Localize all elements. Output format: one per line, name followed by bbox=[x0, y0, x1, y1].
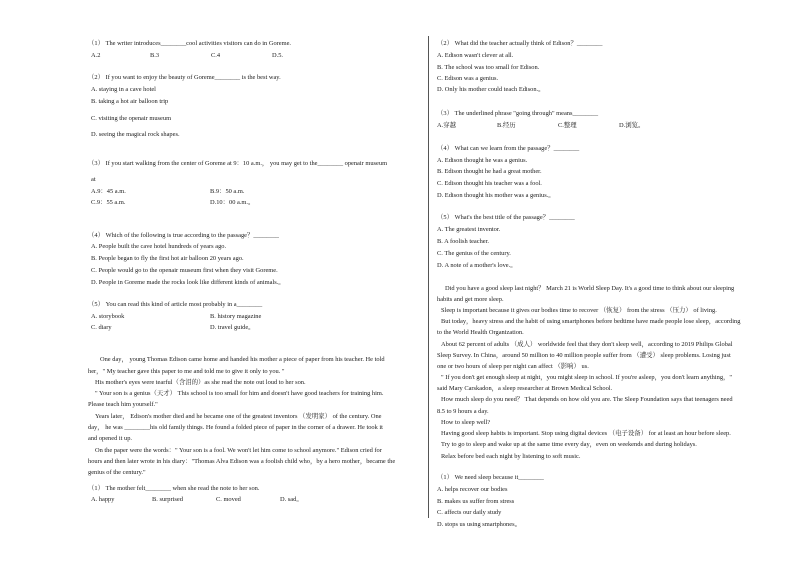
passage-line: 8.5 to 9 hours a day. bbox=[437, 408, 489, 415]
option-c: C.9：55 a.m. bbox=[91, 199, 126, 206]
option-a: A. happy bbox=[91, 496, 115, 503]
passage-line: day， he was ________his old family things. He found a folded piece of paper in the corner of a drawer. He took it bbox=[88, 424, 383, 431]
option-b: B. makes us suffer from stress bbox=[437, 498, 515, 505]
option-b: B. taking a hot air balloon trip bbox=[91, 98, 169, 105]
option-d: D. Edison thought his mother was a genius.。 bbox=[437, 192, 555, 199]
option-b: B. Edison thought he had a great mother. bbox=[437, 168, 542, 175]
option-d: D.浏览。 bbox=[619, 122, 645, 129]
option-a: A. Edison thought he was a genius. bbox=[437, 157, 528, 164]
option-c: C. visiting the openair museum bbox=[91, 115, 172, 122]
option-a: A. storybook bbox=[91, 313, 125, 320]
question-stem: （5） You can read this kind of article most probably in a________ bbox=[88, 301, 263, 308]
passage-line: Sleep Survey. In China，around 50 million to 40 million people suffer from （遭受） sleep problems. Losing just bbox=[437, 352, 731, 359]
option-a: A.2 bbox=[91, 52, 101, 59]
question-stem: （1） The writer introduces________cool activities visitors can do in Goreme. bbox=[88, 40, 292, 47]
column-divider bbox=[428, 36, 429, 518]
passage-line: " Your son is a genius（天才） This school is too small for him and doesn't have good teachers for training him. bbox=[95, 390, 384, 397]
option-d: D. People in Goreme made the rocks look like different kinds of animals.。 bbox=[91, 279, 285, 286]
passage-line: Sleep is important because it gives our bodies time to recover （恢复） from the stress （压力） of living. bbox=[441, 307, 717, 314]
passage-line: But today，heavy stress and the habit of using smartphones before bedtime have made people lose sleep，according bbox=[441, 318, 741, 325]
option-d: D. A note of a mother's love.。 bbox=[437, 262, 517, 269]
option-c: C.整理 bbox=[558, 122, 577, 129]
passage-line: " If you don't get enough sleep at night，you might sleep in school. If you're asleep，you don't learn anything，" bbox=[441, 374, 733, 381]
question-stem: （2） If you want to enjoy the beauty of Goreme________ is the best way. bbox=[88, 74, 281, 81]
option-a: A.9：45 a.m. bbox=[91, 188, 126, 195]
option-c: C. People would go to the openair museum first when they visit Goreme. bbox=[91, 267, 278, 274]
question-stem: （2） What did the teacher actually think of Edison？________ bbox=[437, 40, 603, 47]
option-b: B.3 bbox=[150, 52, 160, 59]
option-d: D. travel guide。 bbox=[210, 324, 255, 331]
passage-line: Did you have a good sleep last night？ March 21 is World Sleep Day. It's a good time to think about our sleeping bbox=[445, 285, 735, 292]
question-stem: （3） If you start walking from the center of Goreme at 9：10 a.m.， you may get to the________ openair museum bbox=[88, 160, 388, 167]
passage-line: His mother's eyes were tearful（含泪的）as she read the note out loud to her son. bbox=[95, 379, 306, 386]
passage-line: Relax before bed each night by listening to soft music. bbox=[441, 453, 581, 460]
passage-line: her，" My teacher gave this paper to me and told me to give it only to you. " bbox=[88, 368, 285, 375]
question-stem: （4） What can we learn from the passage？________ bbox=[437, 145, 580, 152]
passage-line: habits and get more sleep. bbox=[437, 296, 504, 303]
option-d: D. stops us using smartphones。 bbox=[437, 521, 521, 528]
passage-line: About 62 percent of adults （成人） worldwide feel that they don't sleep well，according to 2019 Philips Global bbox=[441, 341, 733, 348]
option-b: B. history magazine bbox=[210, 313, 262, 320]
option-d: D. Only his mother could teach Edison.。 bbox=[437, 86, 545, 93]
question-stem: （1） The mother felt________ when she read the note to her son. bbox=[88, 485, 260, 492]
option-c: C. diary bbox=[91, 324, 112, 331]
passage-line: One day， young Thomas Edison came home and handed his mother a piece of paper from his teacher. He told bbox=[100, 356, 385, 363]
question-stem-continued: at bbox=[91, 176, 96, 183]
passage-line: Having good sleep habits is important. Stop using digital devices （电子设备） for at least an hour before sleep. bbox=[441, 430, 731, 437]
passage-line: How much sleep do you need？ That depends on how old you are. The Sleep Foundation says that teenagers need bbox=[441, 396, 733, 403]
passage-line: to the World Health Organization. bbox=[437, 329, 524, 336]
passage-line: one or two hours of sleep per night can affect （影响） us. bbox=[437, 363, 589, 370]
option-b: B.9：50 a.m. bbox=[210, 188, 245, 195]
option-d: D.10：00 a.m.。 bbox=[210, 199, 255, 206]
option-b: B. surprised bbox=[152, 496, 183, 503]
question-stem: （5） What's the best title of the passage？________ bbox=[437, 214, 575, 221]
option-c: C. Edison was a genius. bbox=[437, 75, 499, 82]
passage-line: Years later， Edison's mother died and he became one of the greatest inventors （发明家） of the century. One bbox=[95, 413, 382, 420]
option-a: A. staying in a cave hotel bbox=[91, 86, 156, 93]
passage-line: Try to go to sleep and wake up at the same time every day，even on weekends and during holidays. bbox=[441, 441, 697, 448]
question-stem: （1） We need sleep because it________ bbox=[437, 474, 544, 481]
passage-line: On the paper were the words：" Your son is a fool. We won't let him come to school anymore." Edison cried for bbox=[95, 447, 382, 454]
passage-line: How to sleep well? bbox=[441, 419, 491, 426]
option-a: A.穿越 bbox=[437, 122, 456, 129]
option-a: A. helps recover our bodies bbox=[437, 486, 508, 493]
option-c: C. Edison thought his teacher was a fool. bbox=[437, 180, 542, 187]
option-b: B.经历 bbox=[497, 122, 516, 129]
option-a: A. People built the cave hotel hundreds of years ago. bbox=[91, 243, 227, 250]
passage-line: genius of the century." bbox=[88, 469, 146, 476]
option-c: C. moved bbox=[216, 496, 241, 503]
option-d: D. sad。 bbox=[280, 496, 303, 503]
option-b: B. The school was too small for Edison. bbox=[437, 64, 540, 71]
option-b: B. A foolish teacher. bbox=[437, 238, 490, 245]
option-d: D.5. bbox=[272, 52, 284, 59]
passage-line: Please teach him yourself." bbox=[88, 401, 158, 408]
passage-line: and opened it up. bbox=[88, 435, 133, 442]
passage-line: said Mary Carskadon，a sleep researcher at Brown Medical School. bbox=[437, 385, 613, 392]
option-c: C.4 bbox=[211, 52, 221, 59]
question-stem: （3） The underlined phrase "going through" means________ bbox=[437, 110, 599, 117]
option-b: B. People began to fly the first hot air balloon 20 years ago. bbox=[91, 255, 244, 262]
passage-line: hours and then later wrote in his diary："Thomas Alva Edison was a foolish child who，by a hero mother，became the bbox=[88, 458, 396, 465]
option-c: C. affects our daily study bbox=[437, 509, 502, 516]
option-a: A. Edison wasn't clever at all. bbox=[437, 52, 514, 59]
option-d: D. seeing the magical rock shapes. bbox=[91, 131, 180, 138]
option-c: C. The genius of the century. bbox=[437, 250, 511, 257]
option-a: A. The greatest inventor. bbox=[437, 226, 501, 233]
question-stem: （4） Which of the following is true according to the passage？________ bbox=[88, 232, 279, 239]
